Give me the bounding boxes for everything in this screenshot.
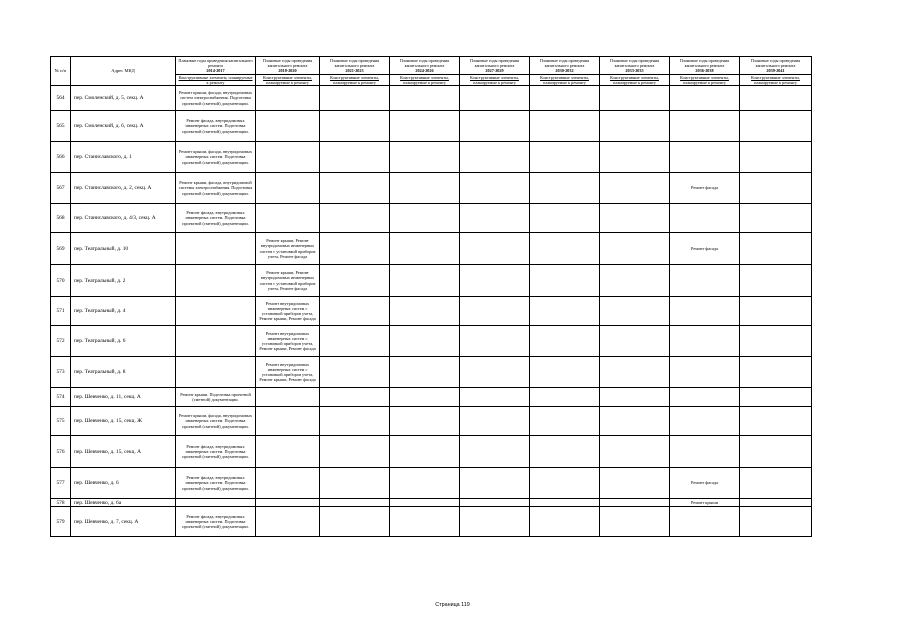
row-number: 564 (51, 86, 71, 111)
work-cell-2033-2035 (600, 436, 670, 468)
work-cell-2018-2020: Ремонт крыши, Ремонт внутридомовых инженерных систем с установкой приборов учета, Ремонт фасада (256, 233, 320, 265)
work-cell-2027-2029 (460, 173, 530, 204)
work-cell-2018-2020 (256, 507, 320, 537)
header-period-1 (256, 57, 320, 75)
row-number: 576 (51, 436, 71, 468)
header-sub-label (320, 75, 390, 86)
work-cell-2039-2041 (740, 388, 812, 407)
work-cell-2030-2032 (530, 326, 600, 357)
header-period-years: 2027-2029 (485, 68, 504, 73)
work-cell-2033-2035 (600, 233, 670, 265)
header-period-5 (530, 57, 600, 75)
work-cell-2036-2038 (670, 297, 740, 326)
row-number: 571 (51, 297, 71, 326)
work-cell-2027-2029 (460, 265, 530, 297)
work-cell-2018-2020 (256, 499, 320, 507)
work-cell-2018-2020 (256, 388, 320, 407)
work-cell-2021-2023 (320, 499, 390, 507)
work-cell-2033-2035 (600, 468, 670, 499)
work-cell-2033-2035 (600, 86, 670, 111)
work-cell-2018-2020 (256, 407, 320, 436)
work-cell-2014-2017 (176, 265, 256, 297)
table-row (51, 468, 812, 499)
work-cell-2027-2029 (460, 86, 530, 111)
work-cell-2014-2017: Ремонт крыши. Подготовка проектной (сметной) документации. (176, 388, 256, 407)
work-cell-2039-2041 (740, 357, 812, 388)
row-address: пер. Шевченко, д. 15, секц. Ж (71, 407, 176, 436)
header-period-years: 2036-2038 (695, 68, 714, 73)
header-sub-label-text: Конструктивные элементы, планируемые к ремонту (263, 75, 312, 85)
row-address: пер. Станиславского, д. 2, секц. А (71, 173, 176, 204)
work-cell-2036-2038 (670, 142, 740, 173)
header-period-prefix: Плановые годы проведения капитального ремонта (750, 58, 801, 68)
row-number: 567 (51, 173, 71, 204)
header-period-years: 2033-2035 (625, 68, 644, 73)
work-cell-2030-2032 (530, 173, 600, 204)
work-cell-2036-2038: Ремонт крыши (670, 499, 740, 507)
work-cell-2018-2020: Ремонт внутридомовых инженерных систем с установкой приборов учета, Ремонт крыши, Ремонт фасада (256, 326, 320, 357)
work-cell-2021-2023 (320, 173, 390, 204)
row-address: пер. Театральный, д. 8 (71, 357, 176, 388)
row-address: пер. Шевченко, д. 11, секц. А (71, 388, 176, 407)
work-cell-2024-2026 (390, 111, 460, 142)
work-cell-2030-2032 (530, 297, 600, 326)
work-cell-2021-2023 (320, 326, 390, 357)
row-address: пер. Шевченко, д. 7, секц. А (71, 507, 176, 537)
row-number: 566 (51, 142, 71, 173)
work-cell-2018-2020 (256, 86, 320, 111)
work-cell-2021-2023 (320, 507, 390, 537)
work-cell-2036-2038 (670, 357, 740, 388)
work-cell-2039-2041 (740, 142, 812, 173)
work-cell-2039-2041 (740, 499, 812, 507)
header-period-2 (320, 57, 390, 75)
work-cell-2036-2038: Ремонт фасада (670, 468, 740, 499)
work-cell-2018-2020 (256, 142, 320, 173)
header-sub-label-text: Конструктивные элементы, планируемые к ремонту (330, 75, 379, 85)
header-sub-label (600, 75, 670, 86)
work-cell-2021-2023 (320, 265, 390, 297)
work-cell-2024-2026 (390, 142, 460, 173)
header-period-years: 2024-2026 (415, 68, 434, 73)
work-cell-2014-2017: Ремонт фасада, внутридомовых инженерных систем. Подготовка проектной (сметной) документации. (176, 468, 256, 499)
work-cell-2024-2026 (390, 436, 460, 468)
work-cell-2030-2032 (530, 499, 600, 507)
header-period-8 (740, 57, 812, 75)
work-cell-2018-2020 (256, 111, 320, 142)
table-row (51, 233, 812, 265)
header-period-prefix: Плановые годы проведения капитального ремонта (679, 58, 730, 68)
work-cell-2033-2035 (600, 142, 670, 173)
header-sub-label (256, 75, 320, 86)
work-cell-2027-2029 (460, 297, 530, 326)
header-period-prefix: Плановые годы проведения капитального ремонта (399, 58, 450, 68)
work-cell-2027-2029 (460, 388, 530, 407)
work-cell-2033-2035 (600, 111, 670, 142)
table-row (51, 265, 812, 297)
work-cell-2021-2023 (320, 468, 390, 499)
row-address: пер. Театральный, д. 2 (71, 265, 176, 297)
work-cell-2039-2041 (740, 407, 812, 436)
table-row (51, 142, 812, 173)
header-period-3 (390, 57, 460, 75)
table-row (51, 173, 812, 204)
row-number: 572 (51, 326, 71, 357)
work-cell-2021-2023 (320, 388, 390, 407)
header-sub-label-text: Конструктивные элементы, планируемые к ремонту (610, 75, 659, 85)
work-cell-2014-2017: Ремонт фасада, внутридомовых инженерных систем. Подготовка проектной (сметной) документации. (176, 507, 256, 537)
header-sub-label-text: Конструктивные элементы, планируемые к ремонту (680, 75, 729, 85)
work-cell-2030-2032 (530, 507, 600, 537)
work-cell-2033-2035 (600, 204, 670, 233)
header-sub-label (460, 75, 530, 86)
work-cell-2014-2017: Ремонт фасада, внутридомовых инженерных систем. Подготовка проектной (сметной) документации. (176, 111, 256, 142)
work-cell-2018-2020 (256, 468, 320, 499)
work-cell-2039-2041 (740, 173, 812, 204)
work-cell-2039-2041 (740, 436, 812, 468)
work-cell-2039-2041 (740, 86, 812, 111)
header-sub-label (670, 75, 740, 86)
work-cell-2036-2038 (670, 407, 740, 436)
header-period-years: 2021-2023 (345, 68, 364, 73)
work-cell-2036-2038 (670, 86, 740, 111)
work-cell-2030-2032 (530, 265, 600, 297)
work-cell-2021-2023 (320, 86, 390, 111)
table-row (51, 499, 812, 507)
work-cell-2039-2041 (740, 297, 812, 326)
work-cell-2027-2029 (460, 468, 530, 499)
work-cell-2039-2041 (740, 468, 812, 499)
row-address: пер. Шевченко, д. 6а (71, 499, 176, 507)
work-cell-2024-2026 (390, 407, 460, 436)
work-cell-2027-2029 (460, 326, 530, 357)
work-cell-2024-2026 (390, 265, 460, 297)
header-period-6 (600, 57, 670, 75)
table-row (51, 507, 812, 537)
header-period-prefix: Плановые годы проведения капитального ремонта (469, 58, 520, 68)
header-sub-label-text: Конструктивные элементы, планируемые к ремонту (470, 75, 519, 85)
work-cell-2033-2035 (600, 388, 670, 407)
header-period-0 (176, 57, 256, 75)
row-address: пер. Станиславского, д. 1 (71, 142, 176, 173)
work-cell-2033-2035 (600, 326, 670, 357)
row-address: пер. Шевченко, д. 15, секц. А (71, 436, 176, 468)
work-cell-2021-2023 (320, 204, 390, 233)
work-cell-2027-2029 (460, 142, 530, 173)
row-number: 565 (51, 111, 71, 142)
work-cell-2030-2032 (530, 357, 600, 388)
table-body (51, 86, 812, 537)
work-cell-2027-2029 (460, 507, 530, 537)
work-cell-2014-2017 (176, 297, 256, 326)
work-cell-2036-2038 (670, 265, 740, 297)
row-address: пер. Смоленский, д. 6, секц. А (71, 111, 176, 142)
header-sub-label-text: Конструктивные элементы, планируемые к ремонту (400, 75, 449, 85)
work-cell-2039-2041 (740, 111, 812, 142)
work-cell-2014-2017: Ремонт фасада, внутридомовых инженерных систем. Подготовка проектной (сметной) документации. (176, 204, 256, 233)
row-address: пер. Шевченко, д. 6 (71, 468, 176, 499)
header-period-years: 2014-2017 (206, 68, 225, 73)
work-cell-2039-2041 (740, 507, 812, 537)
work-cell-2014-2017 (176, 326, 256, 357)
work-cell-2021-2023 (320, 233, 390, 265)
table-row (51, 297, 812, 326)
row-address: пер. Смоленский, д. 5, секц. А (71, 86, 176, 111)
work-cell-2014-2017 (176, 499, 256, 507)
table-row (51, 326, 812, 357)
work-cell-2024-2026 (390, 326, 460, 357)
header-period-7 (670, 57, 740, 75)
header-period-prefix: Плановые годы проведения капитального ремонта (262, 58, 313, 68)
work-cell-2030-2032 (530, 436, 600, 468)
page-number: Страница 119 (435, 602, 470, 608)
table-row (51, 407, 812, 436)
header-sub-label (740, 75, 812, 86)
row-address: пер. Театральный, д. 10 (71, 233, 176, 265)
work-cell-2036-2038 (670, 204, 740, 233)
work-cell-2027-2029 (460, 233, 530, 265)
work-cell-2036-2038 (670, 507, 740, 537)
work-cell-2024-2026 (390, 468, 460, 499)
header-sub-label (176, 75, 256, 86)
work-cell-2030-2032 (530, 86, 600, 111)
work-cell-2027-2029 (460, 204, 530, 233)
row-number: 578 (51, 499, 71, 507)
table-row (51, 436, 812, 468)
work-cell-2033-2035 (600, 507, 670, 537)
work-cell-2030-2032 (530, 407, 600, 436)
work-cell-2039-2041 (740, 326, 812, 357)
work-cell-2024-2026 (390, 357, 460, 388)
header-period-prefix: Плановые годы проведения капитального ремонта (609, 58, 660, 68)
row-number: 577 (51, 468, 71, 499)
work-cell-2018-2020: Ремонт крыши, Ремонт внутридомовых инженерных систем с установкой приборов учета, Ремонт фасада (256, 265, 320, 297)
work-cell-2033-2035 (600, 265, 670, 297)
repair-schedule-table (50, 56, 812, 537)
work-cell-2014-2017: Ремонт крыши, фасада, внутридомовых систем электроснабжения. Подготовка проектной (сметной) документации. (176, 86, 256, 111)
row-number: 573 (51, 357, 71, 388)
work-cell-2021-2023 (320, 407, 390, 436)
header-address: Адрес МКД (71, 57, 176, 86)
work-cell-2024-2026 (390, 204, 460, 233)
work-cell-2024-2026 (390, 86, 460, 111)
row-number: 575 (51, 407, 71, 436)
work-cell-2036-2038 (670, 111, 740, 142)
row-number: 579 (51, 507, 71, 537)
table-row (51, 111, 812, 142)
work-cell-2036-2038: Ремонт фасада (670, 173, 740, 204)
work-cell-2036-2038: Ремонт фасада (670, 233, 740, 265)
header-period-prefix: Плановые годы проведения капитального ремонта (329, 58, 380, 68)
work-cell-2030-2032 (530, 468, 600, 499)
work-cell-2014-2017: Ремонт крыши, фасада, внутридомовых инженерных систем. Подготовка проектной (сметной) документации. (176, 407, 256, 436)
work-cell-2039-2041 (740, 265, 812, 297)
work-cell-2030-2032 (530, 204, 600, 233)
header-sub-label (530, 75, 600, 86)
work-cell-2024-2026 (390, 499, 460, 507)
header-sub-label-text: Конструктивные элементы, планируемые к ремонту (540, 75, 589, 85)
header-period-years: 2018-2020 (278, 68, 297, 73)
work-cell-2021-2023 (320, 142, 390, 173)
work-cell-2018-2020 (256, 173, 320, 204)
header-period-prefix: Плановые годы проведения капитального ремонта (539, 58, 590, 68)
work-cell-2024-2026 (390, 173, 460, 204)
work-cell-2021-2023 (320, 297, 390, 326)
work-cell-2024-2026 (390, 507, 460, 537)
table-row (51, 357, 812, 388)
work-cell-2036-2038 (670, 388, 740, 407)
work-cell-2027-2029 (460, 499, 530, 507)
row-number: 569 (51, 233, 71, 265)
work-cell-2021-2023 (320, 357, 390, 388)
work-cell-2018-2020: Ремонт внутридомовых инженерных систем с установкой приборов учета, Ремонт крыши, Ремонт фасада (256, 357, 320, 388)
work-cell-2033-2035 (600, 297, 670, 326)
header-sub-label (390, 75, 460, 86)
row-address: пер. Станиславского, д. 4/3, секц. А (71, 204, 176, 233)
work-cell-2033-2035 (600, 173, 670, 204)
work-cell-2027-2029 (460, 357, 530, 388)
work-cell-2021-2023 (320, 111, 390, 142)
work-cell-2030-2032 (530, 233, 600, 265)
table-header (51, 57, 812, 86)
header-sub-label-text: Конструктивные элементы, планируемые к ремонту (178, 75, 253, 85)
work-cell-2030-2032 (530, 111, 600, 142)
work-cell-2030-2032 (530, 142, 600, 173)
header-period-prefix: Плановые годы проведения капитального ремонта (178, 58, 253, 68)
header-period-years: 2039-2041 (766, 68, 785, 73)
work-cell-2033-2035 (600, 357, 670, 388)
row-address: пер. Театральный, д. 4 (71, 297, 176, 326)
row-number: 570 (51, 265, 71, 297)
work-cell-2030-2032 (530, 388, 600, 407)
work-cell-2018-2020 (256, 204, 320, 233)
work-cell-2039-2041 (740, 204, 812, 233)
header-period-years: 2030-2032 (555, 68, 574, 73)
work-cell-2027-2029 (460, 436, 530, 468)
work-cell-2014-2017 (176, 233, 256, 265)
work-cell-2024-2026 (390, 233, 460, 265)
work-cell-2036-2038 (670, 326, 740, 357)
work-cell-2033-2035 (600, 407, 670, 436)
work-cell-2018-2020: Ремонт внутридомовых инженерных систем с установкой приборов учета, Ремонт крыши, Ремонт фасада (256, 297, 320, 326)
work-cell-2027-2029 (460, 407, 530, 436)
work-cell-2014-2017: Ремонт фасада, внутридомовых инженерных систем. Подготовка проектной (сметной) документации. (176, 436, 256, 468)
header-period-4 (460, 57, 530, 75)
work-cell-2033-2035 (600, 499, 670, 507)
row-address: пер. Театральный, д. 6 (71, 326, 176, 357)
work-cell-2024-2026 (390, 388, 460, 407)
work-cell-2018-2020 (256, 436, 320, 468)
table-row (51, 204, 812, 233)
work-cell-2014-2017: Ремонт крыши, фасада, внутридомовых инженерных систем. Подготовка проектной (сметной) документации. (176, 142, 256, 173)
row-number: 568 (51, 204, 71, 233)
work-cell-2024-2026 (390, 297, 460, 326)
work-cell-2014-2017: Ремонт крыши, фасада, внутридомовой системы электроснабжения. Подготовка проектной (сметной) документации. (176, 173, 256, 204)
header-sub-label-text: Конструктивные элементы, планируемые к ремонту (751, 75, 800, 85)
row-number: 574 (51, 388, 71, 407)
table-row (51, 86, 812, 111)
work-cell-2039-2041 (740, 233, 812, 265)
table-row (51, 388, 812, 407)
work-cell-2036-2038 (670, 436, 740, 468)
work-cell-2021-2023 (320, 436, 390, 468)
work-cell-2014-2017 (176, 357, 256, 388)
header-num: № п/п (51, 57, 71, 86)
work-cell-2027-2029 (460, 111, 530, 142)
